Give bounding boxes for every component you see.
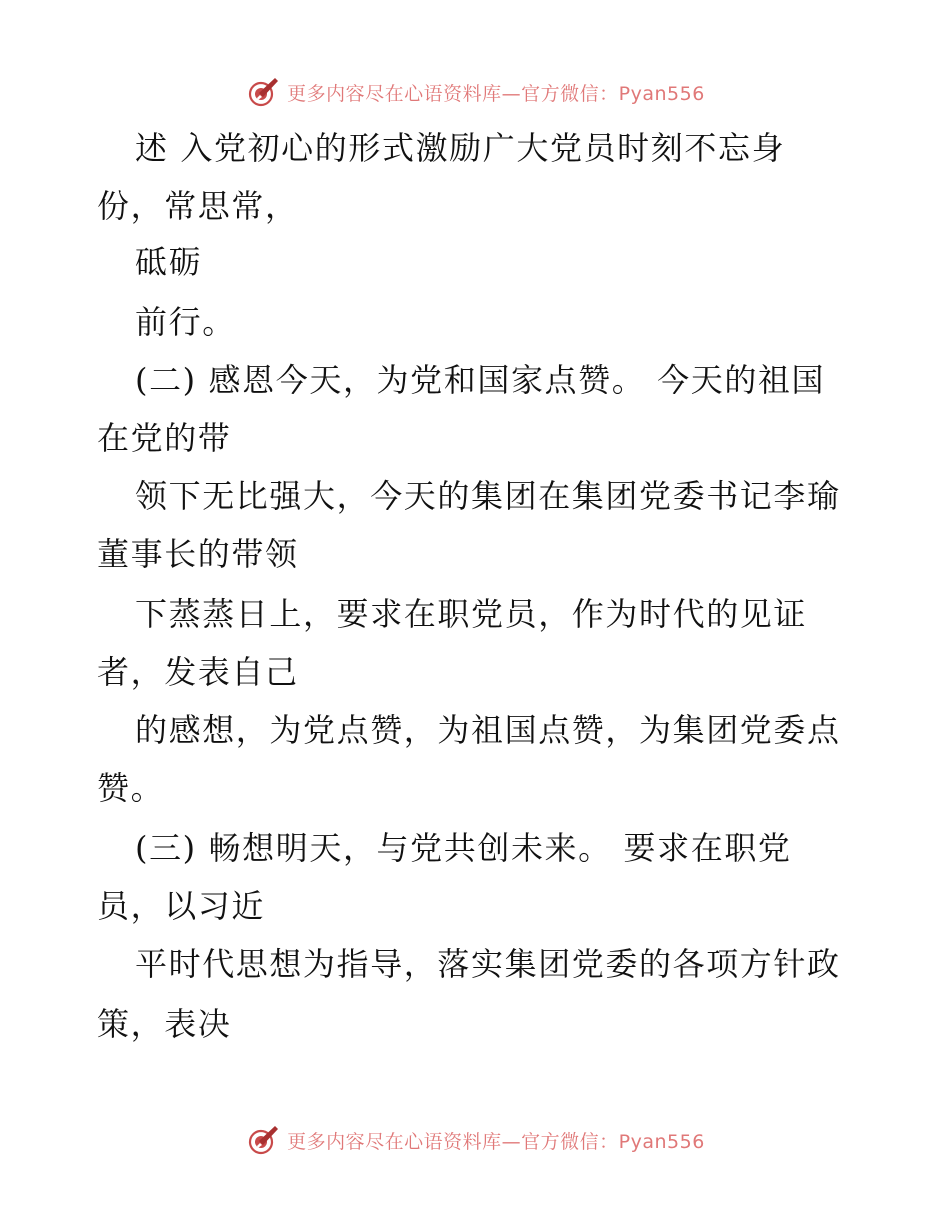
body-line: 领下无比强大，今天的集团在集团党委书记李瑜 (135, 477, 841, 515)
body-line: 董事长的带领 (97, 535, 299, 573)
body-line: 的感想，为党点赞，为祖国点赞，为集团党委点 (135, 711, 841, 749)
body-line: 员，以习近 (97, 887, 266, 925)
body-line: 述 入党初心的形式激励广大党员时刻不忘身 (135, 129, 786, 167)
body-line: 下蒸蒸日上，要求在职党员，作为时代的见证 (135, 595, 808, 633)
body-line: 砥砺 (135, 243, 203, 281)
body-line: 策，表决 (97, 1005, 232, 1043)
body-line: (三) 畅想明天，与党共创未来。 要求在职党 (135, 829, 792, 867)
body-line: 在党的带 (97, 419, 232, 457)
body-line: 份，常思常， (97, 187, 299, 225)
body-line: 平时代思想为指导，落实集团党委的各项方针政 (135, 945, 841, 983)
body-line: 前行。 (135, 303, 236, 341)
body-line: 赞。 (97, 769, 165, 807)
footer-banner-text: 更多内容尽在心语资料库—官方微信：Pyan556 (287, 1130, 705, 1153)
body-line: (二) 感恩今天，为党和国家点赞。 今天的祖国 (135, 361, 826, 399)
pen-nib-logo-icon (245, 74, 281, 110)
body-line: 者，发表自己 (97, 653, 299, 691)
header-banner-text: 更多内容尽在心语资料库—官方微信：Pyan556 (287, 82, 705, 105)
footer-banner (0, 1120, 950, 1160)
pen-nib-logo-icon (245, 1122, 281, 1158)
header-banner (0, 72, 950, 112)
